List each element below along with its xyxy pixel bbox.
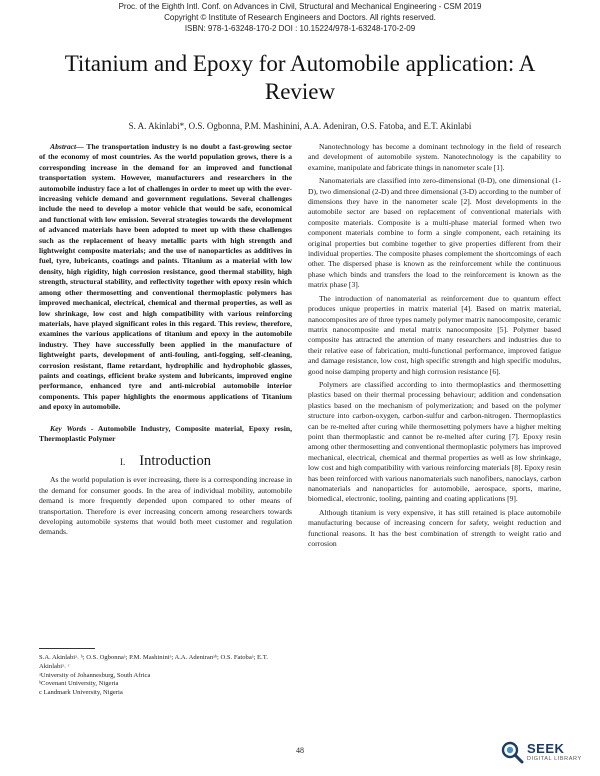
affiliation-a: ᵃUniversity of Johannesburg, South Africa	[39, 671, 151, 679]
body-paragraph: Although titanium is very expensive, it has still retained is place automobile manufacturing because of increasing concern for safety, weight reduction and functional reasons. It has the best combination of strength to weight ratio and corrosion	[308, 507, 561, 549]
intro-paragraph: As the world population is ever increasing, there is a corresponding increase in the demand for consumer goods. In the area of individual mobility, automobile demand is more frequently depended upon compared to other means of transportation. Therefore is ever increasing concern among researchers towards developing automobile systems that would both meet customer and regulation demands.	[39, 475, 292, 537]
abstract	[39, 142, 292, 413]
section-number: I.	[120, 457, 126, 468]
body-paragraph: The introduction of nanomaterial as reinforcement due to quantum effect produces unique properties in matrix material [4]. Based on matrix material, nanocomposites are of three types namely polymer matrix nanocomposite, ceramic matrix nanocomposite and metal matrix nanocomposite [5]. Polymer based composite has attracted the attention of many researchers and industries due to their relative ease of fabrication, multi-functional performance, improved fatigue and damage resistance, low cost, high specific strength and high specific modulus, good noise damping property and high corrosion resistance [6].	[308, 293, 561, 376]
paper-title: Titanium and Epoxy for Automobile application: A Review	[64, 51, 536, 104]
header-line-3: ISBN: 978-1-63248-170-2 DOI : 10.15224/978-1-63248-170-2-09	[184, 24, 416, 33]
logo-subtitle: DIGITAL LIBRARY	[527, 756, 582, 762]
keywords-text: Automobile Industry, Composite material, Epoxy resin, Thermoplastic Polymer	[39, 423, 292, 443]
section-heading	[39, 453, 292, 470]
footnote-authors: S.A. Akinlabiᵃ˒ ᵇ; O.S. Ogbonnaᵃ; P.M. Mashininiᵃ; A.A. Adeniranᵃᵇ; O.S. Fatobaᵃ; E.T. Akinlabiᵃ˒ ᶜ	[39, 654, 268, 670]
right-column	[308, 142, 561, 549]
logo-wordmark: SEEK	[527, 741, 565, 756]
keywords	[39, 424, 292, 445]
body-paragraph: Polymers are classified according to into thermoplastics and thermosetting plastics based on their thermal processing behaviour; addition and condensation plastics based on the mechanism of polymerization; and based on the polymer structure into carbon-oxygen, carbon-sulfur and carbon-nitrogen. Thermoplastics can be re-melted after curing while thermosetting polymers have a higher melting point than thermoplastic and cannot be re-melted after curing [7]. Epoxy resin among other thermosetting and conventional thermoplastic polymers has improved mechanical, electrical, chemical and thermal properties as well as low shrinkage, low cost and high compatibility with various reinforcing materials [8]. Epoxy resin has been reinforced with various nanomaterials such nanofibers, nanoclays, carbon nanomaterials and nanoparticles for automobile, aerospace, sports, marine, biomedical, electronic, tooling, painting and coating applications [9].	[308, 379, 561, 504]
keywords-label: Key Words -	[50, 423, 94, 433]
body-paragraph: Nanomaterials are classified into zero-dimensional (0-D), one dimensional (1-D), two dimensional (2-D) and three dimensional (3-D) according to the number of dimensions they have in the nanometer scale [2]. Most developments in the automobile sector are based on replacement of conventional materials with composite materials. Composite is a multi-phase material formed when two component materials combine to form a single component, each retaining its original properties but combine together to give properties different from their individual properties. The composite phases complement the shortcomings of each other. The dispersed phase is known as the reinforcement while the continuous phase which binds and transfers the load to the reinforcement is known as the matrix phase [3].	[308, 176, 561, 290]
seek-logo	[500, 738, 580, 768]
affiliation-c: c Landmark University, Nigeria	[39, 689, 123, 697]
abstract-text: The transportation industry is no doubt a fast-growing sector of the economy of most countries. As the world population grows, there is a corresponding increase in the demand for an improved and functional transportation system. However, manufacturers and researchers in the automobile industry face a lot of challenges in order to meet up with the ever-increasing vehicle demand and government regulations. Several challenges include the need to develop a motor vehicle that would be safe, economical and functional with low emission. Several strategies towards the development of advanced materials have been adopted to meet up with these challenges such as the replacement of heavy metallic parts with high strength and lightweight composite materials; and the use of nanoparticles as additives in fuel, tyre, lubricants, coatings and paints. Titanium as a material with low density, high rigidity, high corrosion resistance, good thermal stability, high strength, structural stability, and reflectivity together with epoxy resin which among other thermosetting and conventional thermoplastic polymers has improved mechanical, electrical, chemical and thermal properties, as well as low shrinkage, low cost and high compatibility with various reinforcing materials, have played significant roles in this regard. This review, therefore, examines the various applications of titanium and epoxy in the automobile industry. They have successfully been applied in the manufacture of lightweight parts, development of anti-fouling, anti-fogging, self-cleaning, corrosion resistant, flame retardant, hydrophilic and hydrophobic glasses, paints and coatings, efficient brake system and lubricants, improved engine performance, enhanced tyre and anti-microbial automobile interior components. This paper highlights the enormous applications of Titanium and epoxy in automobile.	[39, 142, 292, 412]
affiliation-b: ᵇCovenant University, Nigeria	[39, 680, 119, 688]
footnote-rule	[39, 648, 95, 649]
header-line-2: Copyright © Institute of Research Engineers and Doctors. All rights reserved.	[164, 13, 436, 22]
author-footnotes	[39, 648, 292, 698]
section-title: Introduction	[139, 453, 211, 470]
magnifier-globe-icon	[500, 740, 524, 764]
page-number: 48	[296, 746, 304, 755]
header-line-1: Proc. of the Eighth Intl. Conf. on Advances in Civil, Structural and Mechanical Engineering - CSM 2019	[118, 2, 482, 11]
body-paragraph: Nanotechnology has become a dominant technology in the field of research and development of automobile system. Nanotechnology is the capability to examine, manipulate and fabricate things in nanometer scale [1].	[308, 142, 561, 172]
left-column	[39, 142, 292, 538]
conference-header	[0, 1, 600, 34]
author-list: S. A. Akinlabi*, O.S. Ogbonna, P.M. Mashinini, A.A. Adeniran, O.S. Fatoba, and E.T. Akinlabi	[128, 121, 472, 131]
abstract-label: Abstract—	[50, 142, 84, 151]
